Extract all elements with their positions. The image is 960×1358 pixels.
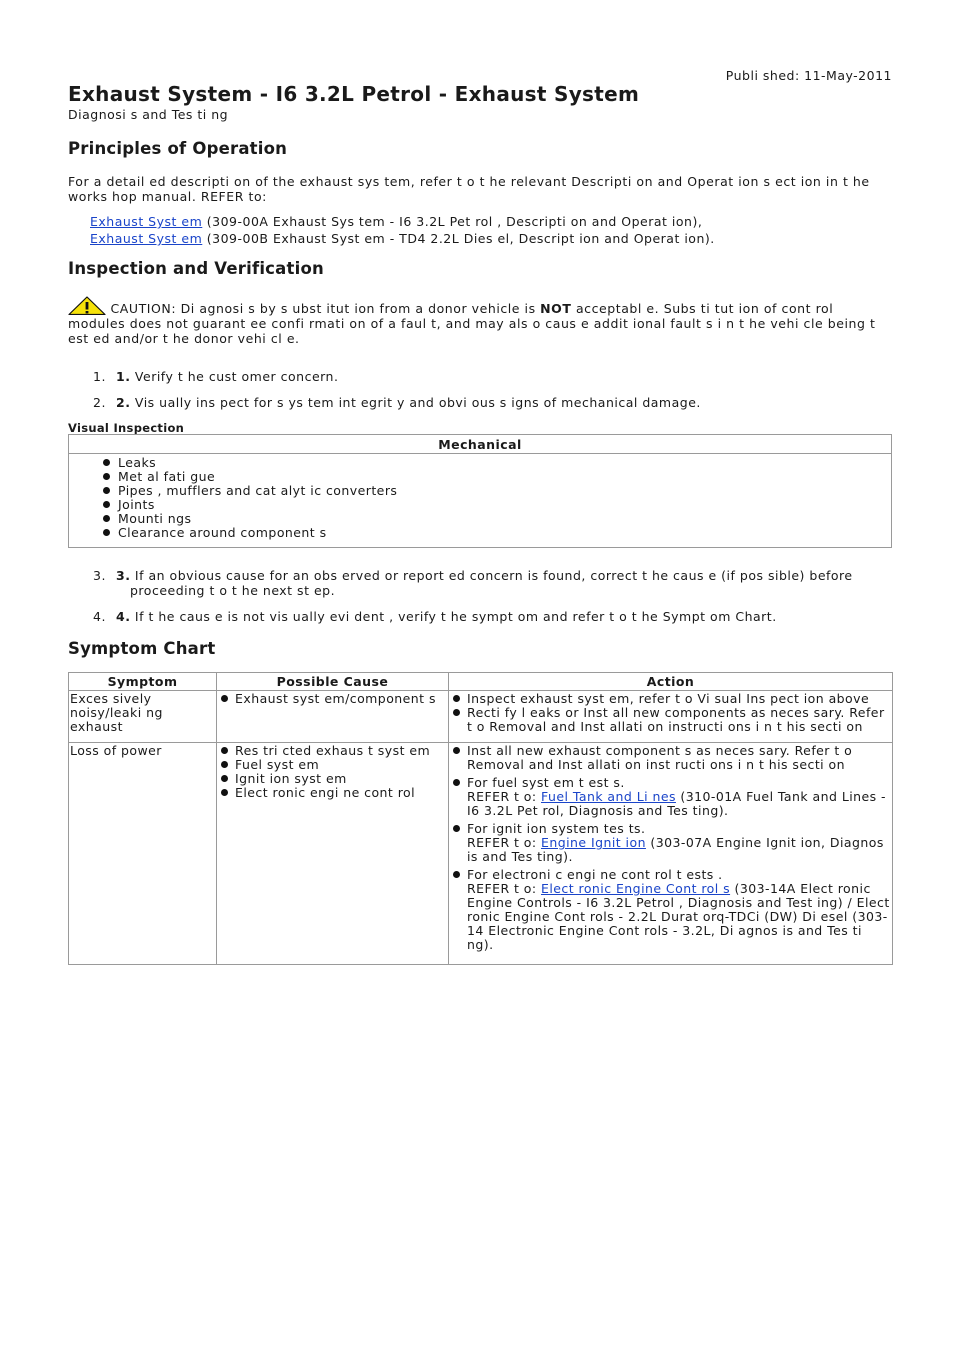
step-number: 3. xyxy=(93,568,106,583)
list-item: Mounti ngs xyxy=(69,512,891,526)
exhaust-system-link-1[interactable]: Exhaust Syst em xyxy=(90,214,203,229)
caution-text-post: acceptabl e. Subs ti tut ion of cont rol modules does not guarant ee confi rmati on of a faul t, and may als o caus e addit ional fault s i n t he vehi cle being t est ed and/or t he donor vehi cl e. xyxy=(68,301,876,346)
mechanical-cell xyxy=(69,454,892,548)
mechanical-table xyxy=(68,434,892,548)
refer-label: REFER t o: xyxy=(467,881,541,896)
table-row xyxy=(69,691,893,743)
caution-not: NOT xyxy=(540,301,572,316)
reference-text: (309-00B Exhaust Syst em - TD4 2.2L Dies el, Descript ion and Operat ion). xyxy=(202,231,715,246)
symptom-chart-heading: Symptom Chart xyxy=(68,639,216,658)
action-text: For electroni c engi ne cont rol t ests . xyxy=(467,867,723,882)
fuel-tank-and-lines-link[interactable]: Fuel Tank and Li nes xyxy=(541,789,676,804)
page-title: Exhaust System - I6 3.2L Petrol - Exhaust System xyxy=(68,82,640,106)
step-text: Verify t he cust omer concern. xyxy=(130,369,339,384)
symptom-cell: Exces sively noisy/leaki ng exhaust xyxy=(69,691,217,743)
step-number: 1. xyxy=(93,369,106,384)
exhaust-system-link-2[interactable]: Exhaust Syst em xyxy=(90,231,203,246)
list-item: Clearance around component s xyxy=(69,526,891,540)
step-text-continued: proceeding t o t he next st ep. xyxy=(130,583,336,598)
column-header-possible-cause: Possible Cause xyxy=(217,673,449,691)
step-number: 2. xyxy=(93,395,106,410)
principles-heading: Principles of Operation xyxy=(68,139,288,158)
cause-cell xyxy=(217,743,449,965)
column-header-symptom: Symptom xyxy=(69,673,217,691)
list-item xyxy=(449,822,892,864)
cause-cell xyxy=(217,691,449,743)
reference-list xyxy=(90,213,715,247)
refer-label: REFER t o: xyxy=(467,789,541,804)
visual-inspection-label: Visual Inspection xyxy=(68,421,185,435)
step-bold: 2. xyxy=(116,395,131,410)
list-item xyxy=(449,744,892,772)
step-number: 4. xyxy=(93,609,106,624)
refer-text: (303-14A Elect ronic Engine Controls - I6 3.2L Petrol , Diagnosis and Test ing) / Elect ronic Engine Cont rols - 2.2L Durat orq-TDCi (DW) Di esel (303-14 Electronic Engine Cont rols - 3.2L, Di agnos is and Tes ti ng). xyxy=(467,881,890,952)
refer-text: (303-07A Engine Ignit ion, Diagnos is and Tes ting). xyxy=(467,835,884,864)
refer-text: (310-01A Fuel Tank and Lines - I6 3.2L Pet rol, Diagnosis and Tes ting). xyxy=(467,789,887,818)
step-text: Vis ually ins pect for s ys tem int egrit y and obvi ous s igns of mechanical damage. xyxy=(130,395,701,410)
reference-text: (309-00A Exhaust Sys tem - I6 3.2L Pet rol , Descripti on and Operat ion), xyxy=(202,214,703,229)
table-row xyxy=(69,743,893,965)
step-bold: 1. xyxy=(116,369,131,384)
list-item: Ignit ion syst em xyxy=(217,772,448,786)
principles-body: For a detail ed descripti on of the exhaust sys tem, refer t o t he relevant Descripti on and Operat ion s ect ion in t he works hop manual. REFER to: xyxy=(68,174,870,204)
list-item: Pipes , mufflers and cat alyt ic converters xyxy=(69,484,891,498)
mechanical-list xyxy=(69,456,891,540)
action-text: For ignit ion system tes ts. xyxy=(467,821,646,836)
action-cell xyxy=(449,691,893,743)
step-bold: 3. xyxy=(116,568,131,583)
engine-ignition-link[interactable]: Engine Ignit ion xyxy=(541,835,646,850)
step-text: If an obvious cause for an obs erved or report ed concern is found, correct t he caus e (if pos sible) before xyxy=(130,568,853,583)
reference-item xyxy=(90,213,715,230)
list-item: Leaks xyxy=(69,456,891,470)
symptom-cell: Loss of power xyxy=(69,743,217,965)
electronic-engine-controls-link[interactable]: Elect ronic Engine Cont rol s xyxy=(541,881,731,896)
list-item: Fuel syst em xyxy=(217,758,448,772)
action-text: Inst all new exhaust component s as neces sary. Refer t o Removal and Inst allati on inst ructi ons i n t his secti on xyxy=(467,743,853,772)
step-bold: 4. xyxy=(116,609,131,624)
list-item: Inspect exhaust syst em, refer t o Vi sual Ins pect ion above xyxy=(449,692,892,706)
symptom-table xyxy=(68,672,893,965)
step-text: If t he caus e is not vis ually evi dent , verify t he sympt om and refer t o t he Sympt om Chart. xyxy=(130,609,777,624)
list-item: Elect ronic engi ne cont rol xyxy=(217,786,448,800)
list-item xyxy=(449,868,892,952)
mechanical-header: Mechanical xyxy=(69,435,892,454)
page-subtitle: Diagnosi s and Tes ti ng xyxy=(68,107,229,122)
caution-text-pre: CAUTION: Di agnosi s by s ubst itut ion from a donor vehicle is xyxy=(106,301,541,316)
warning-triangle-icon xyxy=(68,296,106,315)
published-date: Publi shed: 11-May-2011 xyxy=(725,68,892,83)
list-item: Exhaust syst em/component s xyxy=(217,692,448,706)
list-item: Met al fati gue xyxy=(69,470,891,484)
list-item xyxy=(449,776,892,818)
list-item: Joints xyxy=(69,498,891,512)
reference-item xyxy=(90,230,715,247)
column-header-action: Action xyxy=(449,673,893,691)
list-item: Res tri cted exhaus t syst em xyxy=(217,744,448,758)
action-cell xyxy=(449,743,893,965)
caution-note xyxy=(68,296,888,346)
refer-label: REFER t o: xyxy=(467,835,541,850)
list-item: Recti fy l eaks or Inst all new components as neces sary. Refer t o Removal and Inst allati on instructi ons i n t his secti on xyxy=(449,706,892,734)
action-text: For fuel syst em t est s. xyxy=(467,775,625,790)
inspection-heading: Inspection and Verification xyxy=(68,259,324,278)
